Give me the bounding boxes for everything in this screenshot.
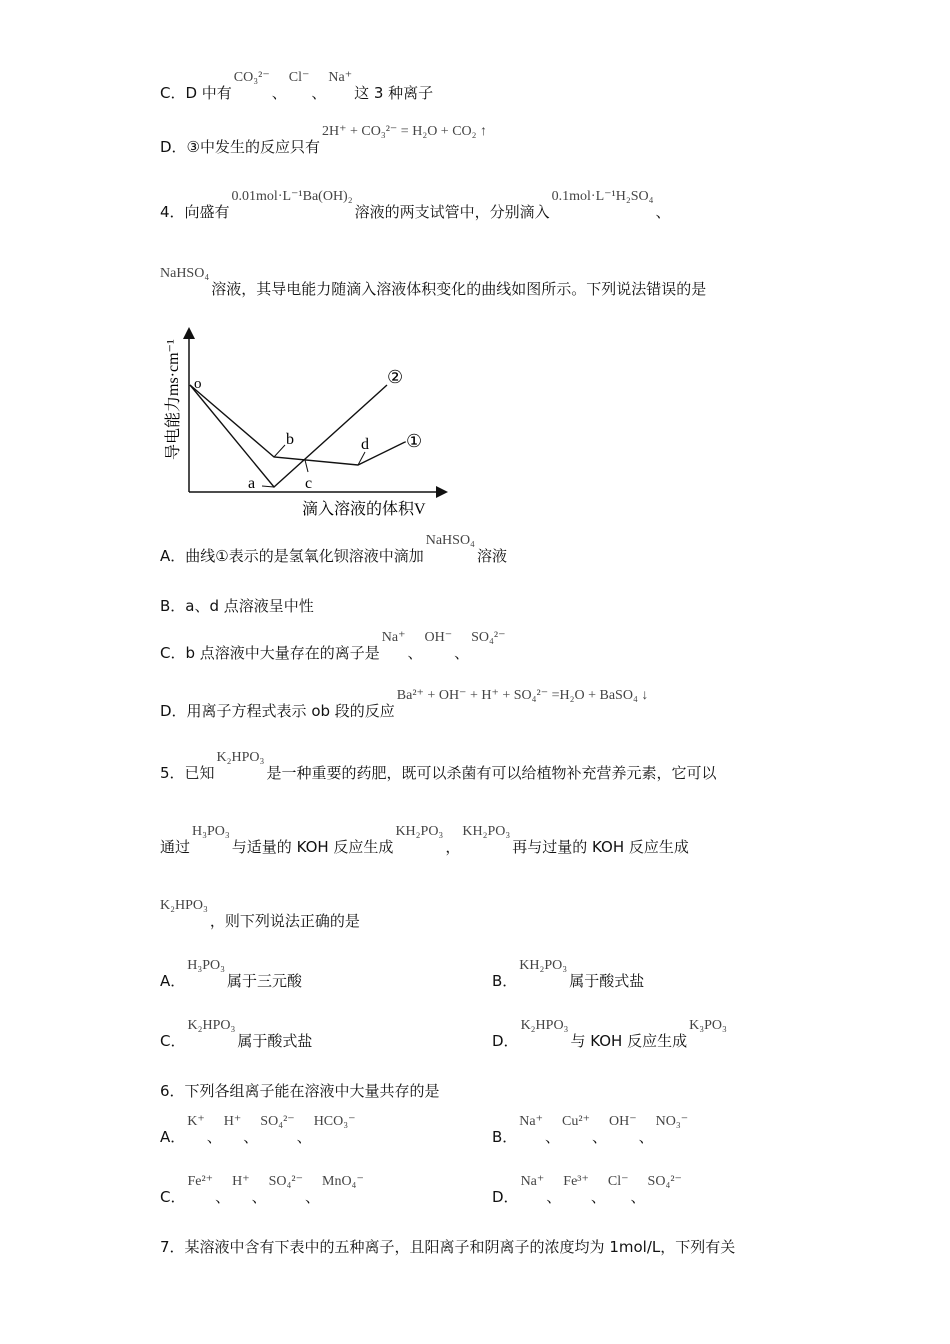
formula: 0.01mol·L⁻¹Ba(OH)₂ bbox=[231, 189, 353, 204]
formula: Na⁺ bbox=[328, 70, 353, 85]
separator: 、 bbox=[638, 1128, 654, 1146]
text: 属于酸式盐 bbox=[237, 1032, 313, 1050]
text: 5．已知 bbox=[160, 764, 215, 782]
point-a-label: a bbox=[248, 475, 256, 492]
q6-option-d bbox=[492, 1174, 684, 1206]
separator: 、 bbox=[545, 1128, 561, 1146]
separator: 、 bbox=[296, 1128, 312, 1146]
formula: KH₂PO₃ bbox=[395, 824, 444, 839]
text: 4．向盛有 bbox=[160, 203, 230, 221]
equation: 2H⁺ + CO₃²⁻ = H₂O + CO₂ ↑ bbox=[322, 124, 488, 139]
text: C．D 中有 bbox=[160, 84, 232, 102]
separator: 、 bbox=[311, 84, 327, 102]
formula: K₂HPO₃ bbox=[187, 1018, 236, 1033]
q4-option-c bbox=[160, 630, 508, 662]
formula: KH₂PO₃ bbox=[519, 958, 568, 973]
text: 溶液 bbox=[476, 547, 507, 565]
ion: OH⁻ bbox=[608, 1114, 637, 1129]
separator: 、 bbox=[591, 1128, 607, 1146]
text: ， bbox=[445, 838, 461, 856]
ion: H⁺ bbox=[223, 1114, 242, 1129]
q5-stem-line2 bbox=[160, 824, 689, 856]
q3-option-c bbox=[160, 70, 434, 102]
text: 通过 bbox=[160, 838, 191, 856]
separator: 、 bbox=[630, 1188, 646, 1206]
formula: SO₄²⁻ bbox=[471, 630, 506, 645]
separator: 、 bbox=[206, 1128, 222, 1146]
option-label: C． bbox=[160, 1032, 186, 1050]
text: 6．下列各组离子能在溶液中大量共存的是 bbox=[160, 1082, 440, 1100]
text: 与适量的 KOH 反应生成 bbox=[231, 838, 394, 856]
q5-option-a bbox=[160, 958, 303, 990]
text: 与 KOH 反应生成 bbox=[570, 1032, 688, 1050]
q4-option-b bbox=[160, 597, 314, 615]
separator: 、 bbox=[590, 1188, 606, 1206]
text: D．③中发生的反应只有 bbox=[160, 138, 320, 156]
formula: Cl⁻ bbox=[288, 70, 310, 85]
separator: 、 bbox=[215, 1188, 231, 1206]
separator: 、 bbox=[407, 644, 423, 662]
text: C．b 点溶液中大量存在的离子是 bbox=[160, 644, 380, 662]
option-label: D． bbox=[492, 1188, 519, 1206]
q3-option-d bbox=[160, 124, 489, 156]
separator: 、 bbox=[243, 1128, 259, 1146]
formula: K₂HPO₃ bbox=[160, 898, 208, 913]
option-label: A． bbox=[160, 972, 186, 990]
y-axis-label: 导电能力ms·cm⁻¹ bbox=[165, 339, 182, 460]
text: 属于酸式盐 bbox=[569, 972, 645, 990]
q4-option-d bbox=[160, 688, 650, 720]
formula: Na⁺ bbox=[381, 630, 406, 645]
curve-2-label: ② bbox=[387, 367, 404, 387]
option-label: C． bbox=[160, 1188, 186, 1206]
ion: MnO₄⁻ bbox=[322, 1174, 364, 1189]
q5-option-b bbox=[492, 958, 645, 990]
separator: 、 bbox=[304, 1188, 320, 1206]
option-label: A． bbox=[160, 1128, 186, 1146]
text: 属于三元酸 bbox=[227, 972, 303, 990]
ion: SO₄²⁻ bbox=[260, 1114, 295, 1129]
text: 这 3 种离子 bbox=[354, 84, 434, 102]
separator: 、 bbox=[454, 644, 470, 662]
q7-stem bbox=[160, 1238, 735, 1256]
ion: SO₄²⁻ bbox=[647, 1174, 682, 1189]
formula: NaHSO₄ bbox=[160, 266, 210, 281]
x-axis-label: 滴入溶液的体积V bbox=[302, 501, 426, 518]
text: 再与过量的 KOH 反应生成 bbox=[512, 838, 689, 856]
text: 溶液的两支试管中，分别滴入 bbox=[354, 203, 550, 221]
text: 7．某溶液中含有下表中的五种离子，且阳离子和阴离子的浓度均为 1mol/L，下列有关 bbox=[160, 1238, 736, 1256]
text: D．用离子方程式表示 ob 段的反应 bbox=[160, 702, 395, 720]
text: 、 bbox=[655, 203, 671, 221]
curve-1-label: ① bbox=[406, 431, 423, 451]
ion: Cl⁻ bbox=[607, 1174, 629, 1189]
option-label: D． bbox=[492, 1032, 519, 1050]
point-o-label: o bbox=[194, 376, 202, 392]
text: B．a、d 点溶液呈中性 bbox=[160, 597, 314, 615]
ion: H⁺ bbox=[232, 1174, 250, 1189]
option-label: B． bbox=[492, 972, 518, 990]
q5-option-d bbox=[492, 1018, 729, 1050]
option-label: B． bbox=[492, 1128, 518, 1146]
q6-stem bbox=[160, 1082, 440, 1100]
formula: 0.1mol·L⁻¹H₂SO₄ bbox=[551, 189, 654, 204]
ion: NO₃⁻ bbox=[655, 1114, 689, 1129]
formula: OH⁻ bbox=[424, 630, 453, 645]
ion: Na⁺ bbox=[520, 1174, 545, 1189]
q5-stem-line3 bbox=[160, 898, 360, 930]
text: ，则下列说法正确的是 bbox=[209, 912, 360, 930]
conductivity-graph bbox=[150, 320, 470, 520]
formula: K₃PO₃ bbox=[689, 1018, 727, 1033]
q5-option-c bbox=[160, 1018, 313, 1050]
point-b-label: b bbox=[286, 431, 294, 448]
ion: Fe²⁺ bbox=[187, 1174, 214, 1189]
ion: Fe³⁺ bbox=[563, 1174, 589, 1189]
q4-option-a bbox=[160, 533, 507, 565]
q5-stem-line1 bbox=[160, 750, 717, 782]
q4-stem-line2 bbox=[160, 266, 707, 298]
formula: K₂HPO₃ bbox=[520, 1018, 569, 1033]
ion: HCO₃⁻ bbox=[313, 1114, 356, 1129]
text: 是一种重要的药肥，既可以杀菌有可以给植物补充营养元素，它可以 bbox=[266, 764, 717, 782]
ion: Cu²⁺ bbox=[562, 1114, 590, 1129]
q4-stem-line1 bbox=[160, 189, 671, 221]
formula: KH₂PO₃ bbox=[462, 824, 511, 839]
formula: H₃PO₃ bbox=[192, 824, 230, 839]
separator: 、 bbox=[546, 1188, 562, 1206]
ion: K⁺ bbox=[187, 1114, 205, 1129]
formula: NaHSO₄ bbox=[425, 533, 475, 548]
equation: Ba²⁺ + OH⁻ + H⁺ + SO₄²⁻ =H₂O + BaSO₄ ↓ bbox=[396, 688, 649, 703]
text: 溶液，其导电能力随滴入溶液体积变化的曲线如图所示。下列说法错误的是 bbox=[211, 280, 707, 298]
text: A．曲线①表示的是氢氧化钡溶液中滴加 bbox=[160, 547, 424, 565]
separator: 、 bbox=[251, 1188, 267, 1206]
separator: 、 bbox=[271, 84, 287, 102]
q6-option-b bbox=[492, 1114, 690, 1146]
formula: CO₃²⁻ bbox=[233, 70, 270, 85]
ion: Na⁺ bbox=[519, 1114, 544, 1129]
ion: SO₄²⁻ bbox=[268, 1174, 303, 1189]
formula: K₂HPO₃ bbox=[216, 750, 265, 765]
point-d-label: d bbox=[361, 436, 369, 453]
q6-option-a bbox=[160, 1114, 358, 1146]
q6-option-c bbox=[160, 1174, 366, 1206]
formula: H₃PO₃ bbox=[187, 958, 226, 973]
point-c-label: c bbox=[305, 475, 313, 492]
